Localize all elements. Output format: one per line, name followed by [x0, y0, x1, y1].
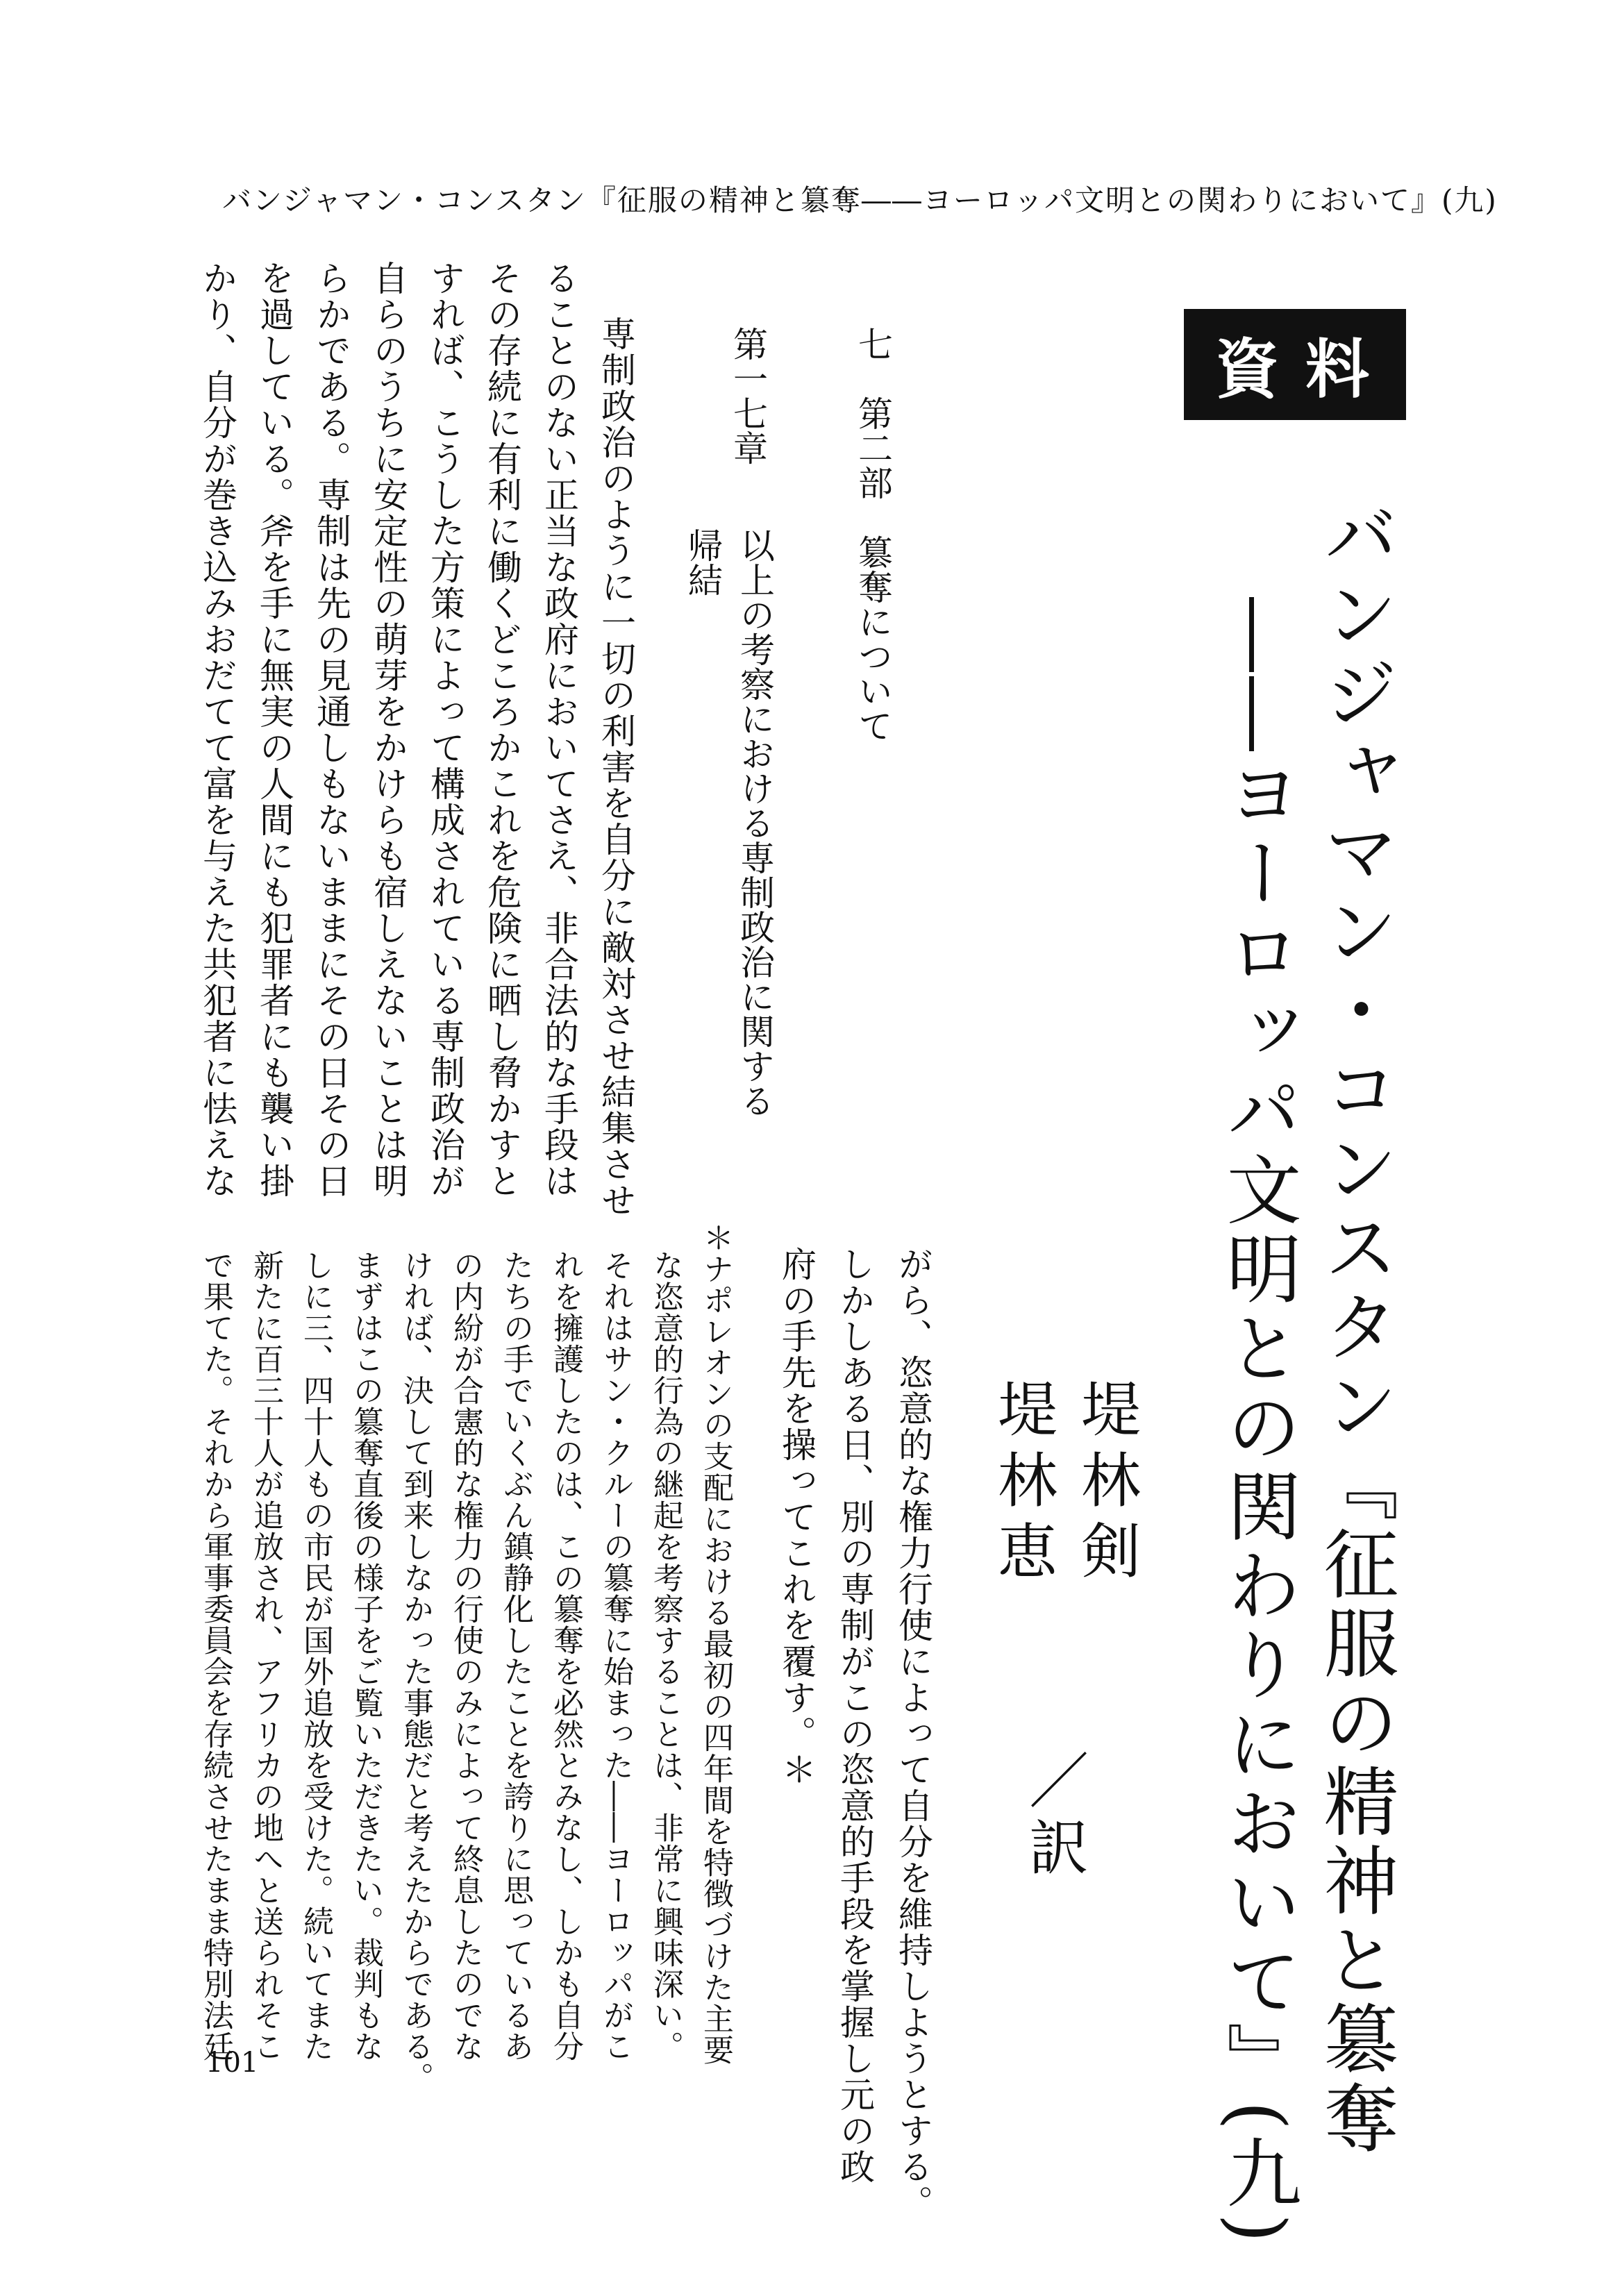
body-text-line: 専制政治のように一切の利害を自分に敵対させ結集させ — [596, 316, 636, 1218]
chapter-title-line-2: 帰結 — [683, 528, 723, 597]
article-title-line-2: ――ヨーロッパ文明との関わりにおいて』(九) — [1214, 597, 1301, 2247]
body-text-line: 自らのうちに安定性の萌芽をかけらも宿しえないことは明 — [368, 260, 408, 1199]
body-text-line: を過している。斧を手に無実の人間にも犯罪者にも襲い掛 — [254, 260, 294, 1199]
body-text-line: 府の手先を操ってこれを覆す。＊ — [776, 1246, 817, 1788]
body-text-line: かり、自分が巻き込みおだてて富を与えた共犯者に怯えな — [197, 260, 237, 1199]
article-title-line-1: バンジャマン・コンスタン『征服の精神と簒奪 — [1311, 496, 1398, 2159]
chapter-title-line-1: 以上の考察における専制政治に関する — [735, 528, 775, 1118]
footnote-line: 新たに百三十人が追放され、アフリカの地へと送られそこ — [248, 1250, 283, 2062]
translator-suffix: ／訳 — [1019, 1750, 1088, 1883]
footnote-line: それはサン・クルーの簒奪に始まった――ヨーロッパがこ — [598, 1250, 633, 2062]
footnote-line: ＊ナポレオンの支配における最初の四年間を特徴づけた主要 — [698, 1222, 733, 2065]
body-text-line: らかである。専制は先の見通しもないままにその日その日 — [311, 260, 351, 1199]
body-text-line: がら、恣意的な権力行使によって自分を維持しようとする。 — [893, 1246, 933, 2221]
body-text-line: その存続に有利に働くどころかこれを危険に晒し脅かすと — [482, 260, 522, 1199]
translator-name-2: 堤林恵 — [987, 1378, 1057, 1591]
footnote-line: ければ、決して到来しなかった事態だと考えたからである。 — [398, 1250, 433, 2093]
section-badge: 資料 — [1184, 309, 1406, 420]
footnote-line: れを擁護したのは、この簒奪を必然とみなし、しかも自分 — [548, 1250, 583, 2062]
footnote-line: で果てた。それから軍事委員会を存続させたまま特別法廷 — [198, 1250, 233, 2062]
body-text-line: しかしある日、別の専制がこの恣意的手段を掌握し元の政 — [835, 1246, 875, 2185]
footnote-line: な恣意的行為の継起を考察することは、非常に興味深い。 — [648, 1250, 683, 2062]
chapter-number: 第一七章 — [728, 326, 768, 465]
footnote-line: の内紛が合憲的な権力の行使のみによって終息したのでな — [448, 1250, 483, 2062]
translator-name-1: 堤林剣 — [1071, 1378, 1140, 1591]
body-text-line: すれば、こうした方策によって構成されている専制政治が — [425, 260, 465, 1199]
footnote-line: たちの手でいくぶん鎮静化したことを誇りに思っているあ — [498, 1250, 533, 2062]
footnote-line: しに三、四十人もの市民が国外追放を受けた。続いてまた — [298, 1250, 333, 2062]
page-number: 101 — [206, 2047, 259, 2079]
section-heading-part: 七 第二部 簒奪について — [853, 326, 893, 743]
running-header: バンジャマン・コンスタン『征服の精神と簒奪――ヨーロッパ文明との関わりにおいて』(九) — [222, 183, 1498, 217]
body-text-line: ることのない正当な政府においてさえ、非合法的な手段は — [539, 260, 579, 1199]
footnote-line: まずはこの簒奪直後の様子をご覧いただきたい。裁判もな — [348, 1250, 383, 2062]
